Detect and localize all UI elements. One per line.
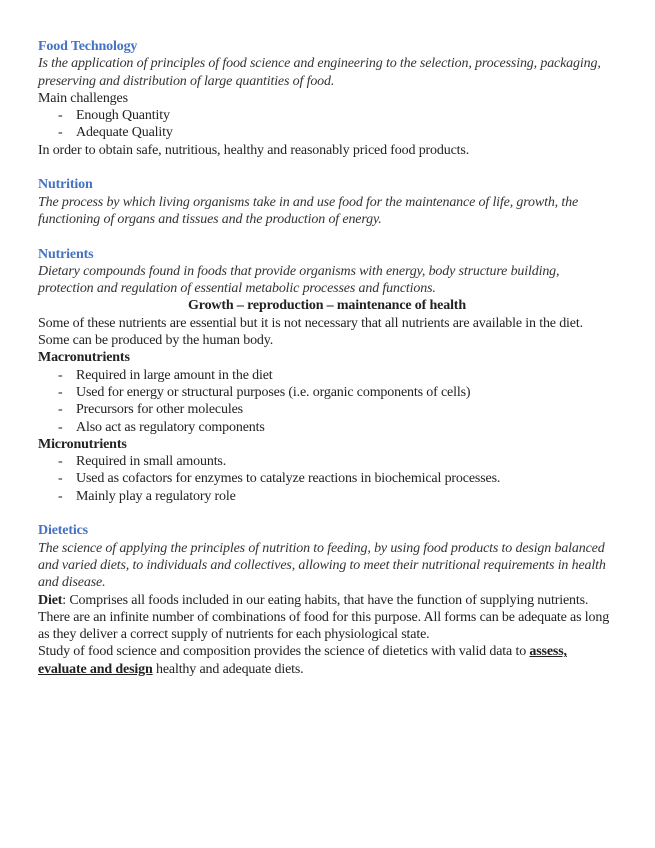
- challenges-label: Main challenges: [38, 90, 128, 106]
- list-item: - Mainly play a regulatory role: [58, 488, 616, 505]
- list-item: - Precursors for other molecules: [58, 401, 616, 418]
- study-emphasis: assess, evaluate and design: [38, 644, 567, 677]
- micronutrients-list: [38, 453, 616, 505]
- document-page: [38, 38, 616, 678]
- diet-paragraph: [38, 592, 616, 644]
- food-technology-goal: In order to obtain safe, nutritious, healthy and reasonably priced food products.: [38, 142, 470, 158]
- list-item: - Also act as regulatory components: [58, 419, 616, 436]
- dietetics-definition: The science of applying the principles of nutrition to feeding, by using food products to design balanced and varied diets, to individuals and collectives, allowing to meet their nutritional requirements in health and disease.: [38, 540, 606, 591]
- nutrients-note: Some of these nutrients are essential but it is not necessary that all nutrients are available in the diet. Some can be produced by the human body.: [38, 315, 583, 349]
- nutrition-definition: The process by which living organisms take in and use food for the maintenance of life, growth, the functioning of organs and tissues and the production of energy.: [38, 194, 579, 227]
- macronutrients-list: [38, 367, 616, 436]
- food-technology-definition: Is the application of principles of food science and engineering to the selection, processing, packaging, preserving and distribution of large quantities of food.: [38, 56, 601, 89]
- challenges-list: [38, 107, 616, 142]
- list-item: - Adequate Quality: [58, 124, 616, 141]
- study-paragraph: [38, 643, 616, 678]
- list-item: - Required in small amounts.: [58, 453, 616, 470]
- heading-nutrients: Nutrients: [38, 246, 94, 262]
- list-item: - Required in large amount in the diet: [58, 367, 616, 384]
- nutrients-definition: Dietary compounds found in foods that provide organisms with energy, body structure building, protection and regulation of essential metabolic processes and functions.: [38, 263, 560, 297]
- study-text: Study of food science and composition provides the science of dietetics with valid data to: [38, 644, 530, 660]
- micronutrients-label: Micronutrients: [38, 436, 127, 452]
- heading-food-technology: Food Technology: [38, 39, 138, 54]
- list-item: - Used for energy or structural purposes (i.e. organic components of cells): [58, 384, 616, 401]
- nutrients-tagline: Growth – reproduction – maintenance of health: [188, 298, 466, 314]
- heading-nutrition: Nutrition: [38, 177, 93, 193]
- list-item: - Enough Quantity: [58, 107, 616, 124]
- diet-label: Diet: [38, 592, 63, 608]
- macronutrients-label: Macronutrients: [38, 350, 130, 366]
- list-item: - Used as cofactors for enzymes to catalyze reactions in biochemical processes.: [58, 470, 616, 487]
- study-end: healthy and adequate diets.: [152, 661, 304, 677]
- heading-dietetics: Dietetics: [38, 523, 88, 539]
- diet-text: : Comprises all foods included in our eating habits, that have the function of supplying nutrients. There are an infinite number of combinations of food for this purpose. All forms can be adequate as long as they deliver a correct supply of nutrients for each physiological state.: [38, 592, 610, 643]
